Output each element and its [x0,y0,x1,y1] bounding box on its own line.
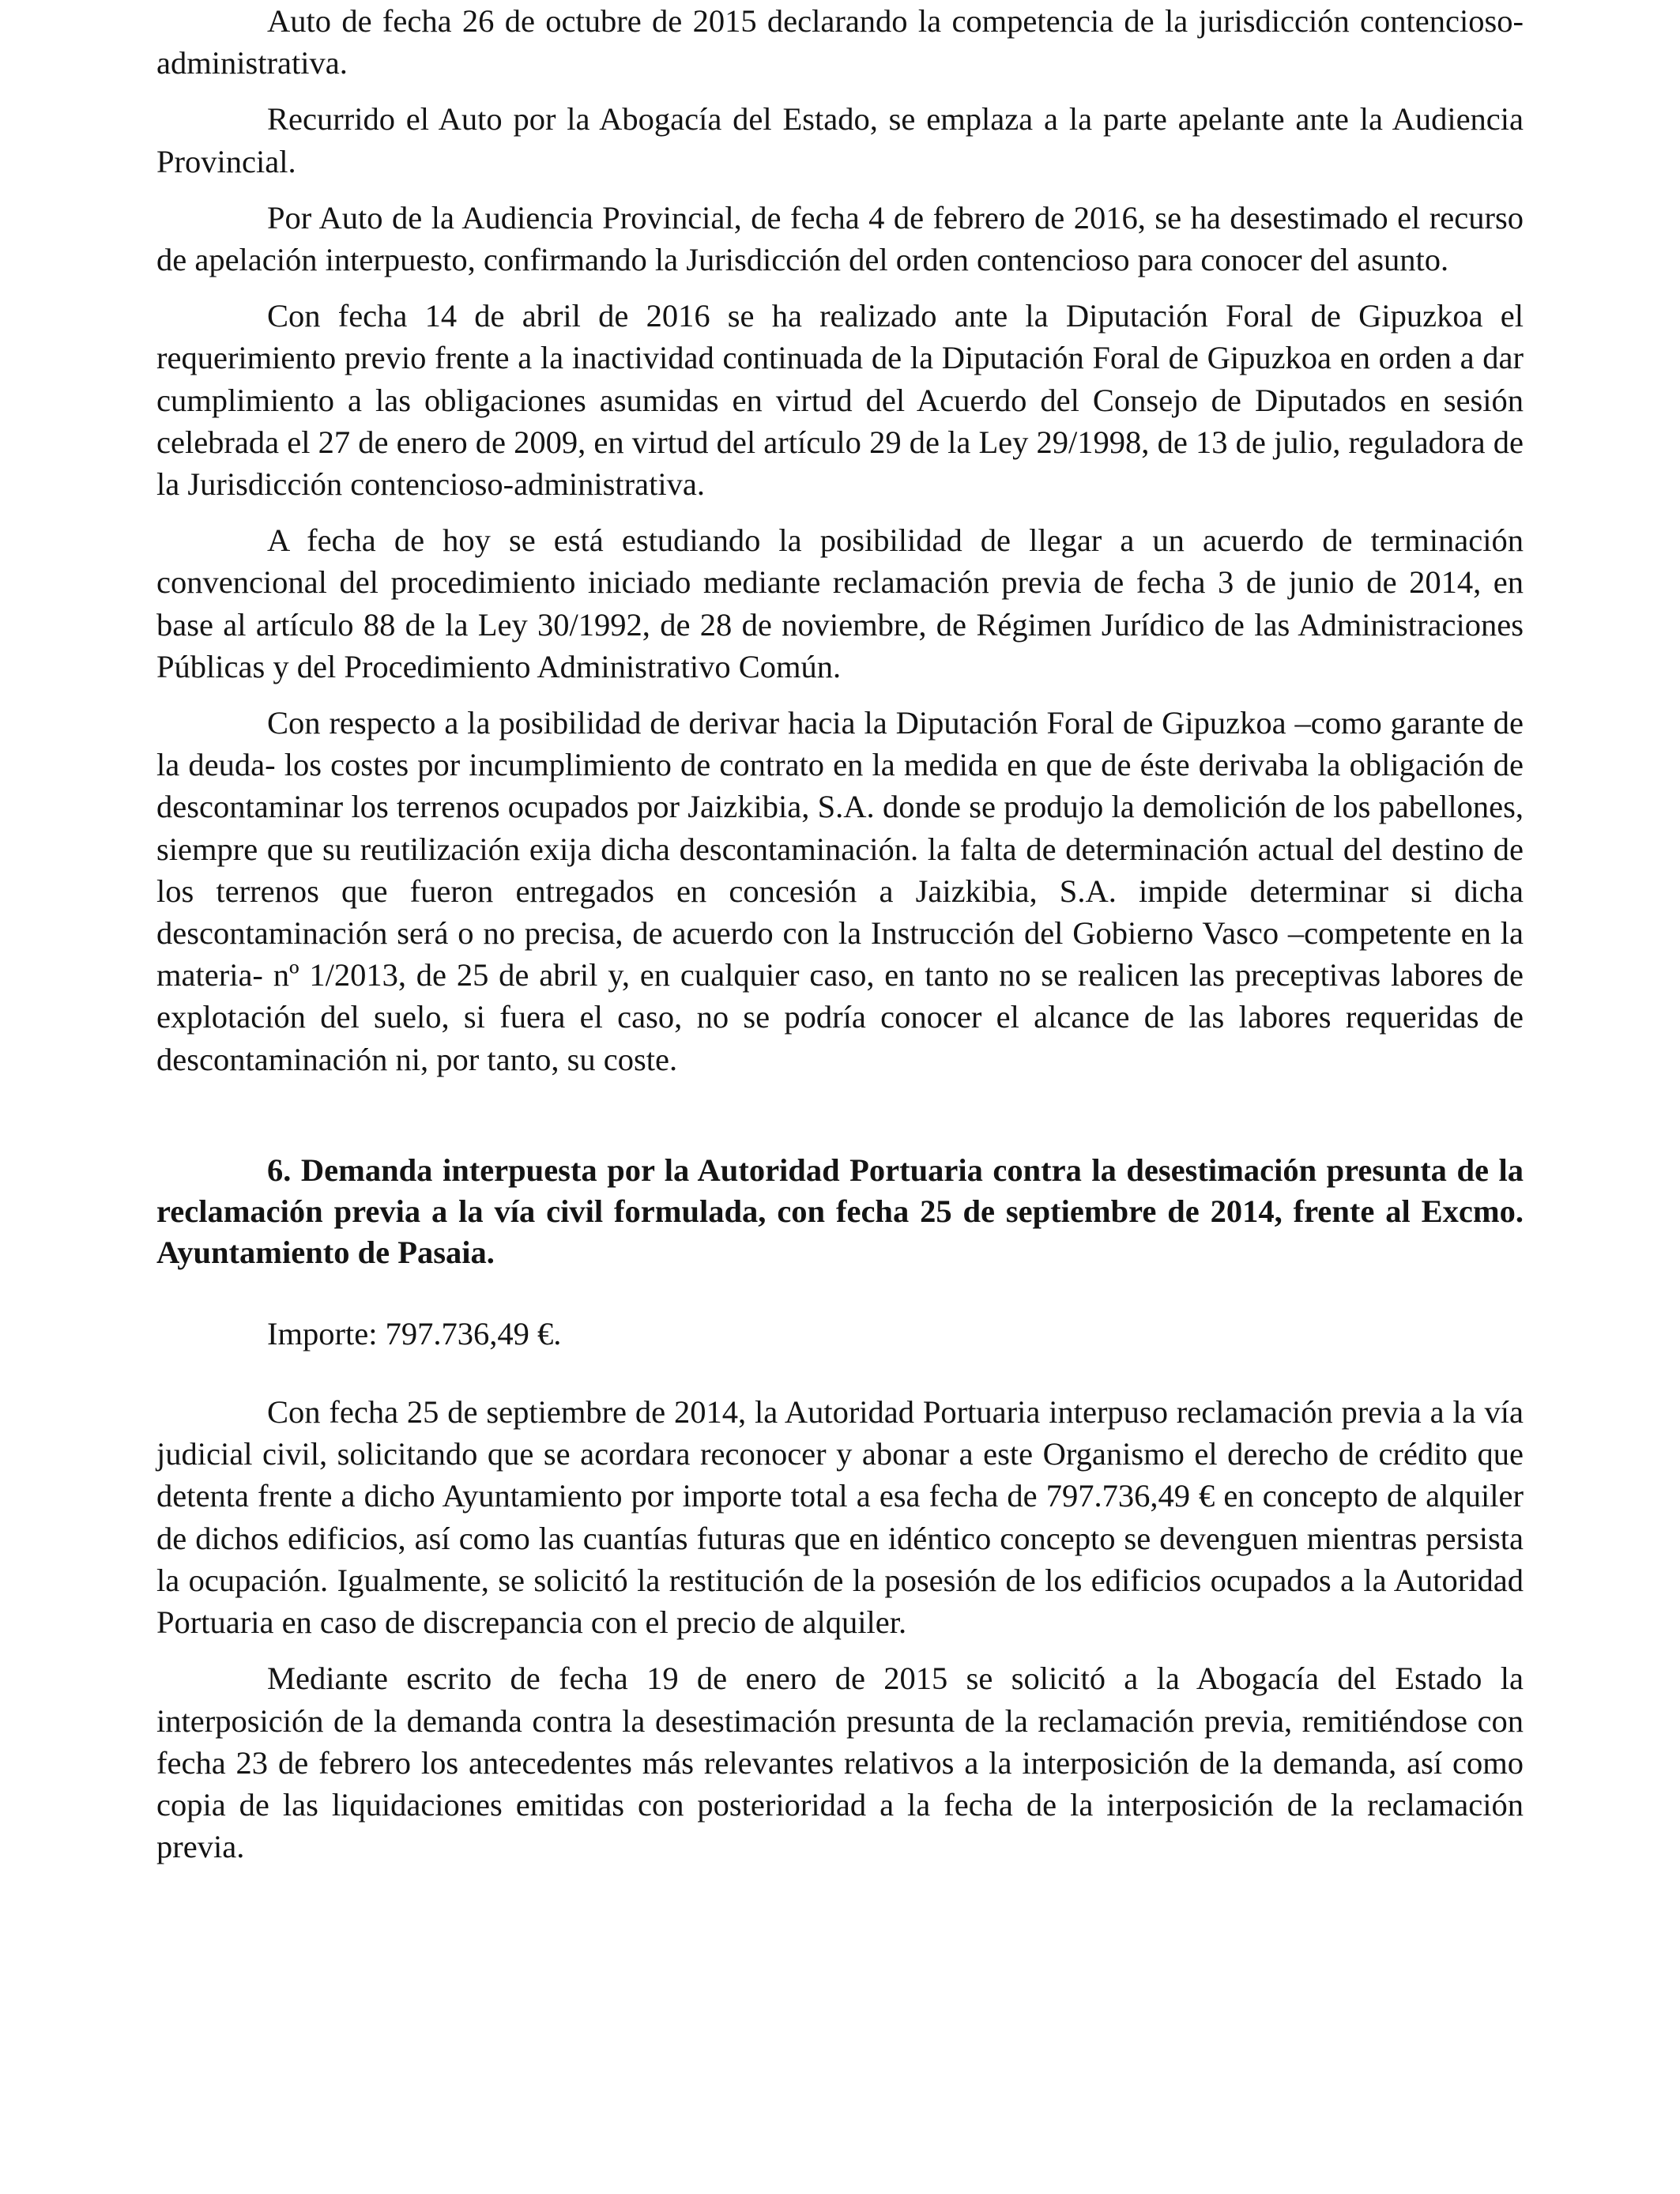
paragraph-escrito-abogacia: Mediante escrito de fecha 19 de enero de 2015 se solicitó a la Abogacía del Estado la interposición de la demanda contra la desestimación presunta de la reclamación previa, remitiéndose con fecha 23 de febrero los antecedentes más relevantes relativos a la interposición de la demanda, así como copia de las liquidaciones emitidas con posterioridad a la fecha de la interposición de la reclamación previa. [156,1661,1524,1865]
document-page [156,0,1524,1868]
section-heading: 6. Demanda interpuesta por la Autoridad Portuaria contra la desestimación presunta de la reclamación previa a la vía civil formulada, con fecha 25 de septiembre de 2014, frente al Excmo. Ayuntamiento de Pasaia. [156,1152,1524,1270]
paragraph-acuerdo-terminacion: A fecha de hoy se está estudiando la posibilidad de llegar a un acuerdo de terminación convencional del procedimiento iniciado mediante reclamación previa de fecha 3 de junio de 2014, en base al artículo 88 de la Ley 30/1992, de 28 de noviembre, de Régimen Jurídico de las Administraciones Públicas y del Procedimiento Administrativo Común. [156,522,1524,684]
amount-line: Importe: 797.736,49 €. [267,1315,562,1351]
paragraph-recurrido: Recurrido el Auto por la Abogacía del Estado, se emplaza a la parte apelante ante la Audiencia Provincial. [156,101,1524,179]
paragraph-requerimiento: Con fecha 14 de abril de 2016 se ha realizado ante la Diputación Foral de Gipuzkoa el requerimiento previo frente a la inactividad continuada de la Diputación Foral de Gipuzkoa en orden a dar cumplimiento a las obligaciones asumidas en virtud del Acuerdo del Consejo de Diputados en sesión celebrada el 27 de enero de 2009, en virtud del artículo 29 de la Ley 29/1998, de 13 de julio, reguladora de la Jurisdicción contencioso-administrativa. [156,298,1524,503]
paragraph-auto-audiencia: Por Auto de la Audiencia Provincial, de fecha 4 de febrero de 2016, se ha desestimado el recurso de apelación interpuesto, confirmando la Jurisdicción del orden contencioso para conocer del asunto. [156,199,1524,278]
paragraph-reclamacion-previa: Con fecha 25 de septiembre de 2014, la Autoridad Portuaria interpuso reclamación previa a la vía judicial civil, solicitando que se acordara reconocer y abonar a este Organismo el derecho de crédito que detenta frente a dicho Ayuntamiento por importe total a esa fecha de 797.736,49 € en concepto de alquiler de dichos edificios, así como las cuantías futuras que en idéntico concepto se devenguen mientras persista la ocupación. Igualmente, se solicitó la restitución de la posesión de los edificios ocupados a la Autoridad Portuaria en caso de discrepancia con el precio de alquiler. [156,1394,1524,1641]
paragraph-auto-octubre: Auto de fecha 26 de octubre de 2015 declarando la competencia de la jurisdicción contencioso-administrativa. [156,3,1524,81]
paragraph-descontaminacion: Con respecto a la posibilidad de derivar hacia la Diputación Foral de Gipuzkoa –como garante de la deuda- los costes por incumplimiento de contrato en la medida en que de éste derivaba la obligación de descontaminar los terrenos ocupados por Jaizkibia, S.A. donde se produjo la demolición de los pabellones, siempre que su reutilización exija dicha descontaminación. la falta de determinación actual del destino de los terrenos que fueron entregados en concesión a Jaizkibia, S.A. impide determinar si dicha descontaminación será o no precisa, de acuerdo con la Instrucción del Gobierno Vasco –competente en la materia- nº 1/2013, de 25 de abril y, en cualquier caso, en tanto no se realicen las preceptivas labores de explotación del suelo, si fuera el caso, no se podría conocer el alcance de las labores requeridas de descontaminación ni, por tanto, su coste. [156,705,1524,1077]
